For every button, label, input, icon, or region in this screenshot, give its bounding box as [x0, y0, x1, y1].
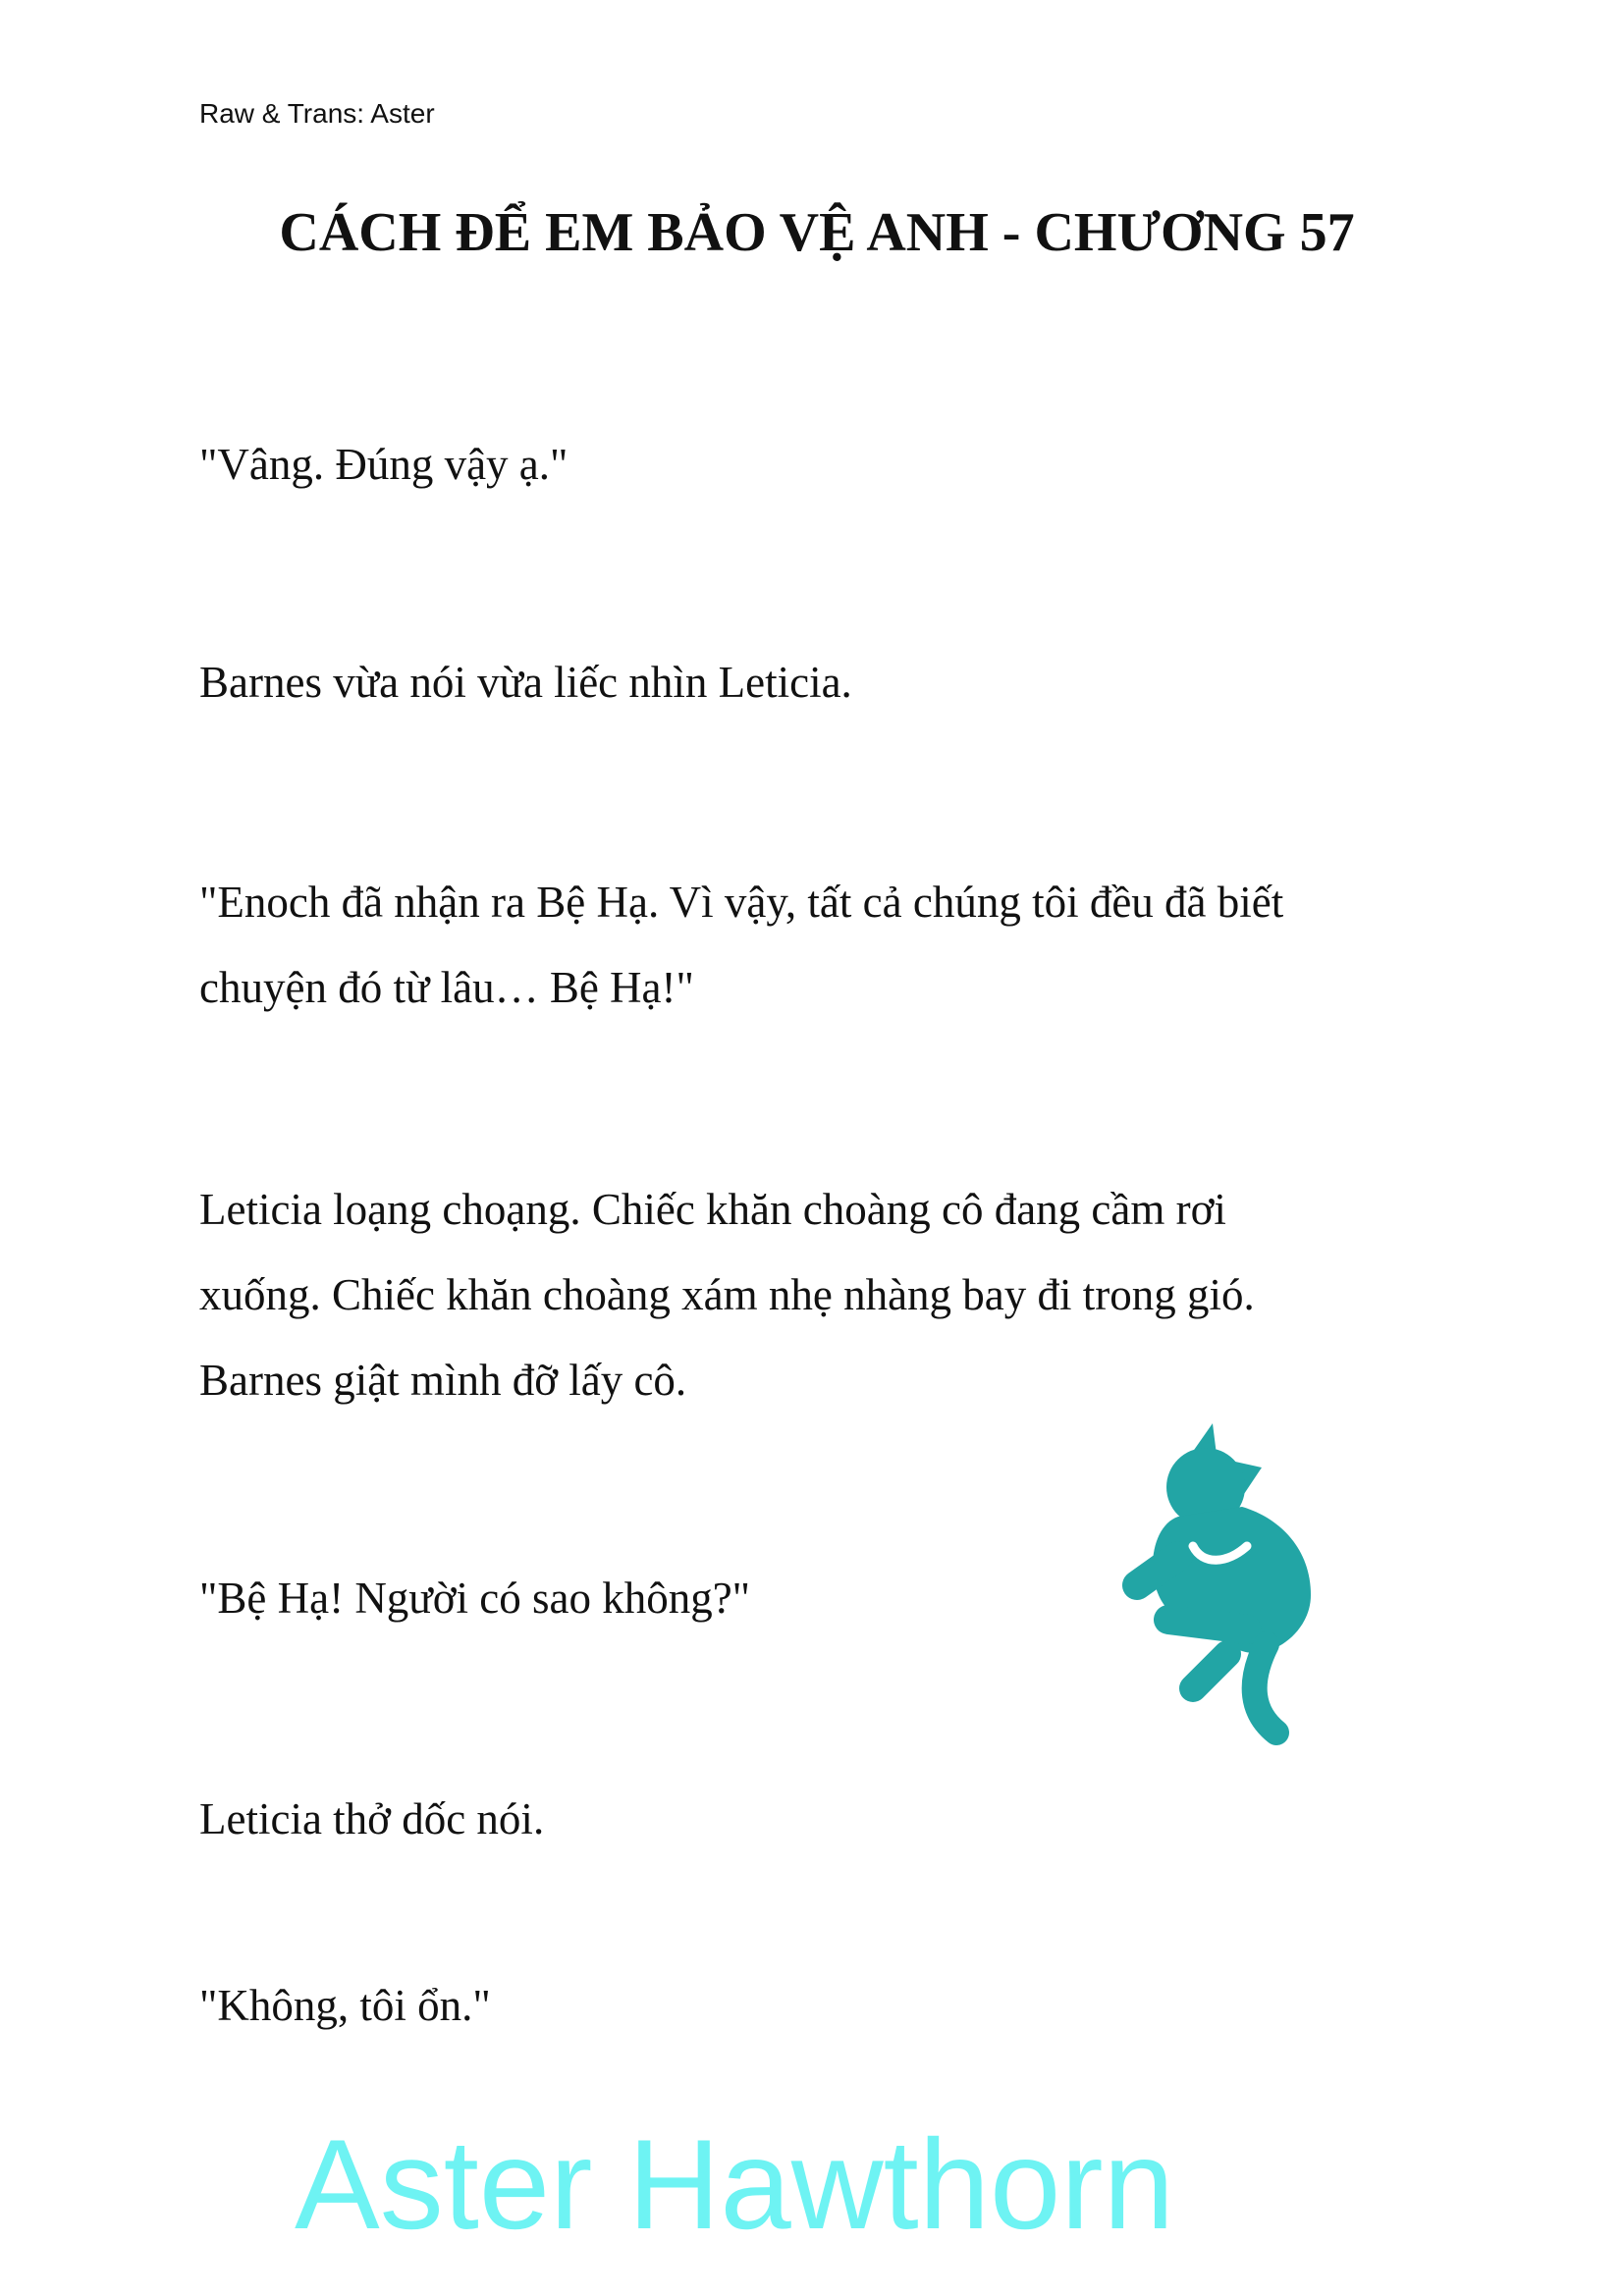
text-line: Barnes giật mình đỡ lấy cô.	[199, 1356, 687, 1405]
text-line: "Enoch đã nhận ra Bệ Hạ. Vì vậy, tất cả chúng tôi đều đã biết	[199, 878, 1284, 927]
text-line: "Vâng. Đúng vậy ạ."	[199, 440, 568, 489]
paragraph	[199, 1777, 544, 1862]
text-line: Leticia loạng choạng. Chiếc khăn choàng cô đang cầm rơi	[199, 1185, 1226, 1234]
watermark-text: Aster Hawthorn	[295, 2112, 1174, 2256]
text-line: "Bệ Hạ! Người có sao không?"	[199, 1574, 751, 1623]
paragraph	[199, 1556, 750, 1641]
text-line: chuyện đó từ lâu… Bệ Hạ!"	[199, 963, 694, 1012]
translator-credit: Raw & Trans: Aster	[199, 98, 435, 129]
paragraph	[199, 1963, 491, 2049]
text-line: Leticia thở dốc nói.	[199, 1794, 545, 1843]
text-line: "Không, tôi ổn."	[199, 1981, 491, 2030]
paragraph	[199, 422, 568, 507]
text-line: Barnes vừa nói vừa liếc nhìn Leticia.	[199, 658, 852, 707]
paragraph	[199, 1167, 1255, 1423]
cat-logo-icon	[1119, 1418, 1335, 1752]
paragraph	[199, 860, 1283, 1031]
paragraph	[199, 640, 852, 725]
text-line: xuống. Chiếc khăn choàng xám nhẹ nhàng bay đi trong gió.	[199, 1270, 1255, 1319]
chapter-title: CÁCH ĐỂ EM BẢO VỆ ANH - CHƯƠNG 57	[279, 202, 1355, 263]
